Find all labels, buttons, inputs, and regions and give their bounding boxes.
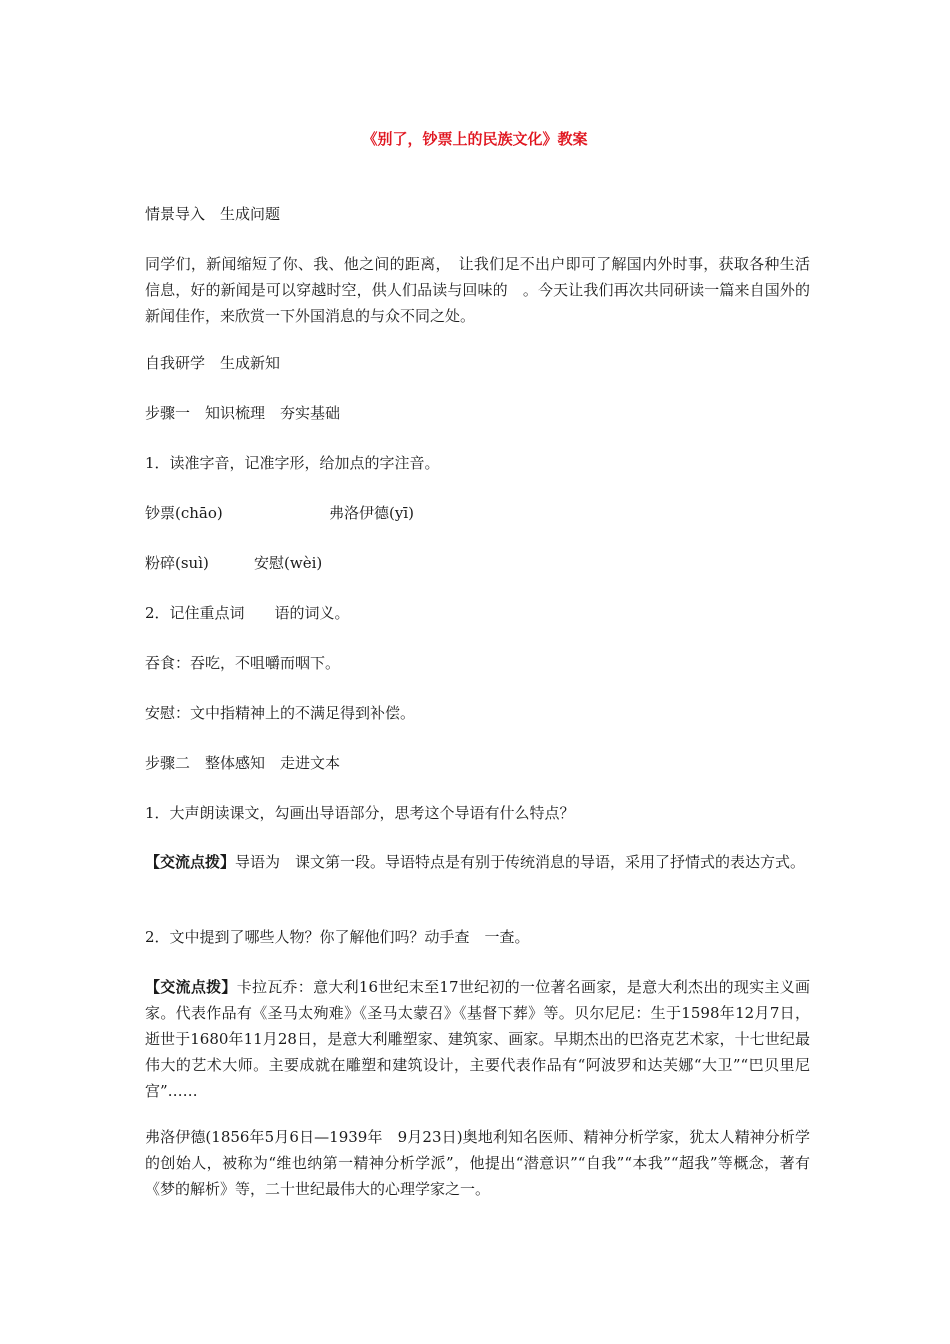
pinyin-item-chao: 钞票(chāo): [145, 504, 223, 522]
pinyin-item-wei: 安慰(wèi): [254, 554, 323, 572]
intro-heading: 情景导入 生成问题: [145, 205, 281, 223]
pinyin-item-yi: 弗洛伊德(yī): [329, 504, 414, 522]
step2-question-1: 1．大声朗读课文，勾画出导语部分，思考这个导语有什么特点？: [145, 804, 575, 822]
answer-1-text: 导语为 课文第一段。导语特点是有别于传统消息的导语，采用了抒情式的表达方式。: [235, 853, 806, 871]
study-heading: 自我研学 生成新知: [145, 354, 281, 372]
step1-question-1: 1．读准字音，记准字形，给加点的字注音。: [145, 454, 440, 472]
answer-1-tag: 【交流点拨】: [145, 853, 236, 871]
step1-question-2: 2．记住重点词 语的词义。: [145, 604, 350, 622]
document-title: 《别了，钞票上的民族文化》教案: [362, 130, 588, 148]
step2-heading: 步骤二 整体感知 走进文本: [145, 754, 341, 772]
answer-2-tag: 【交流点拨】: [145, 978, 237, 996]
answer-2-text: 卡拉瓦乔：意大利16世纪末至17世纪初的一位著名画家，是意大利杰出的现实主义画家。代表作品有《圣马太殉难》《圣马太蒙召》《基督下葬》等。贝尔尼尼：生于1598年12月7日，逝世于1680年11月28日，是意大利雕塑家、建筑家、画家。早期杰出的巴洛克艺术家，十七世纪最伟大的艺术大师。主要成就在雕塑和建筑设计，主要代表作品有“阿波罗和达芙娜“大卫”“巴贝里尼宫”……: [145, 978, 810, 1100]
answer-2: [145, 974, 810, 1104]
pinyin-item-sui: 粉碎(suì): [145, 554, 209, 572]
intro-paragraph: 同学们，新闻缩短了你、我、他之间的距离， 让我们足不出户即可了解国内外时事，获取各种生活信息，好的新闻是可以穿越时空，供人们品读与回味的 。今天让我们再次共同研读一篇来自国外的新闻佳作，来欣赏一下外国消息的与众不同之处。: [145, 255, 810, 325]
step2-question-2: 2．文中提到了哪些人物？你了解他们吗？动手查 一查。: [145, 928, 530, 946]
freud-paragraph: 弗洛伊德(1856年5月6日—1939年 9月23日)奥地利知名医师、精神分析学家，犹太人精神分析学的创始人，被称为“维也纳第一精神分析学派”，他提出“潜意识”“自我”“本我”“超我”等概念，著有《梦的解析》等，二十世纪最伟大的心理学家之一。: [145, 1128, 810, 1198]
vocab-anwei: 安慰：文中指精神上的不满足得到补偿。: [145, 704, 416, 722]
step1-heading: 步骤一 知识梳理 夯实基础: [145, 404, 341, 422]
answer-1: [145, 849, 810, 875]
vocab-tunshi: 吞食：吞吃，不咀嚼而咽下。: [145, 654, 341, 672]
